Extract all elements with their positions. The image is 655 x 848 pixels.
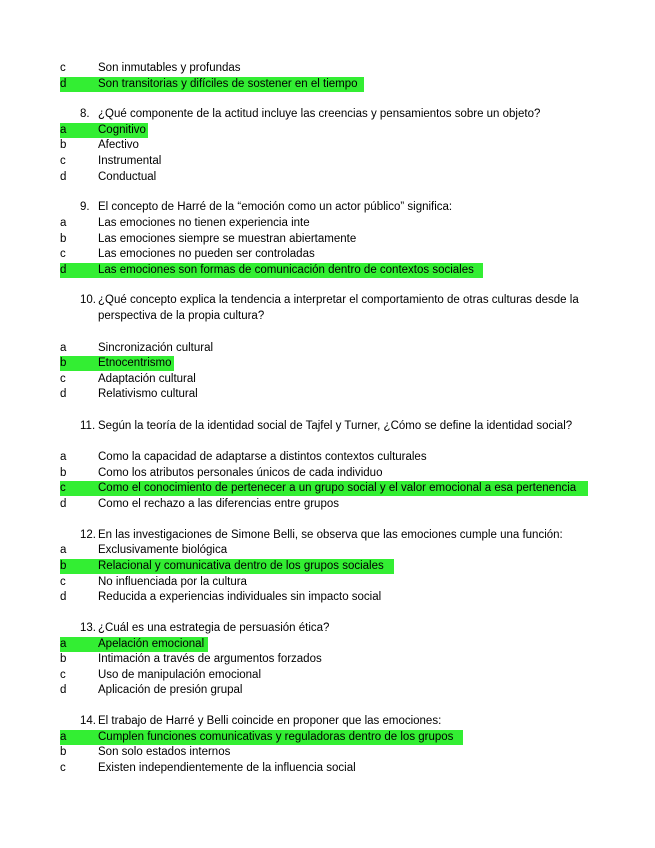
option-row bbox=[60, 466, 592, 481]
option-row bbox=[60, 341, 592, 356]
option-text: Etnocentrismo bbox=[98, 357, 172, 369]
option-row bbox=[60, 543, 592, 558]
option-letter: d bbox=[60, 171, 67, 183]
option-row bbox=[60, 668, 592, 683]
question-text: ¿Qué componente de la actitud incluye las creencias y pensamientos sobre un objeto? bbox=[98, 108, 541, 120]
option-text: Las emociones siempre se muestran abiertamente bbox=[98, 233, 357, 245]
option-text: No influenciada por la cultura bbox=[98, 576, 247, 588]
question-number: 8. bbox=[80, 108, 90, 120]
option-row bbox=[60, 761, 592, 776]
option-row-highlighted bbox=[60, 123, 148, 138]
option-row bbox=[60, 154, 592, 169]
option-row bbox=[60, 232, 592, 247]
option-text: Cumplen funciones comunicativas y reguladoras dentro de los grupos bbox=[98, 731, 454, 743]
option-row bbox=[60, 575, 592, 590]
question-11 bbox=[80, 419, 595, 435]
option-row bbox=[60, 497, 592, 512]
option-text: Son inmutables y profundas bbox=[98, 62, 241, 74]
option-row bbox=[60, 590, 592, 605]
option-text: Conductual bbox=[98, 171, 157, 183]
option-letter: b bbox=[60, 467, 67, 479]
question-14 bbox=[80, 714, 595, 730]
option-row-highlighted bbox=[60, 77, 364, 92]
option-row bbox=[60, 372, 592, 387]
option-text: Como los atributos personales únicos de cada individuo bbox=[98, 467, 383, 479]
option-row bbox=[60, 683, 592, 698]
option-text: Las emociones no pueden ser controladas bbox=[98, 248, 315, 260]
question-number: 13. bbox=[80, 622, 96, 634]
option-letter: a bbox=[60, 544, 67, 556]
option-letter: b bbox=[60, 233, 67, 245]
question-12 bbox=[80, 528, 595, 544]
option-text: Cognitivo bbox=[98, 124, 146, 136]
option-letter: b bbox=[60, 746, 67, 758]
option-letter: b bbox=[60, 139, 67, 151]
option-letter: b bbox=[60, 560, 67, 572]
option-text: Relativismo cultural bbox=[98, 388, 198, 400]
option-text: Apelación emocional bbox=[98, 638, 205, 650]
option-row bbox=[60, 745, 592, 760]
option-row bbox=[60, 450, 592, 465]
option-letter: d bbox=[60, 498, 67, 510]
question-9 bbox=[80, 200, 595, 216]
option-text: Uso de manipulación emocional bbox=[98, 669, 262, 681]
option-text: Son transitorias y difíciles de sostener en el tiempo bbox=[98, 78, 358, 90]
question-text: El trabajo de Harré y Belli coincide en proponer que las emociones: bbox=[98, 715, 442, 727]
option-letter: c bbox=[60, 669, 66, 681]
question-text: El concepto de Harré de la “emoción como un actor público” significa: bbox=[98, 201, 453, 213]
question-number: 12. bbox=[80, 529, 96, 541]
option-row bbox=[60, 387, 592, 402]
option-text: Exclusivamente biológica bbox=[98, 544, 228, 556]
option-row-highlighted bbox=[60, 263, 483, 278]
option-row-highlighted bbox=[60, 637, 208, 652]
option-letter: b bbox=[60, 653, 67, 665]
option-letter: d bbox=[60, 264, 67, 276]
option-text: Como el rechazo a las diferencias entre grupos bbox=[98, 498, 339, 510]
option-row bbox=[60, 61, 592, 76]
option-letter: c bbox=[60, 248, 66, 260]
question-number: 11. bbox=[80, 420, 96, 432]
option-text: Las emociones son formas de comunicación dentro de contextos sociales bbox=[98, 264, 474, 276]
option-text: Reducida a experiencias individuales sin impacto social bbox=[98, 591, 382, 603]
option-letter: c bbox=[60, 482, 66, 494]
option-text: Sincronización cultural bbox=[98, 342, 214, 354]
option-row bbox=[60, 170, 592, 185]
option-text: Existen independientemente de la influencia social bbox=[98, 762, 356, 774]
option-text: Instrumental bbox=[98, 155, 162, 167]
option-row bbox=[60, 138, 592, 153]
question-13 bbox=[80, 621, 595, 637]
option-letter: a bbox=[60, 451, 67, 463]
question-10 bbox=[80, 293, 595, 324]
option-letter: c bbox=[60, 762, 66, 774]
option-letter: d bbox=[60, 591, 67, 603]
option-text: Relacional y comunicativa dentro de los grupos sociales bbox=[98, 560, 384, 572]
option-text: Afectivo bbox=[98, 139, 139, 151]
option-row-highlighted bbox=[60, 356, 174, 371]
question-number: 10. bbox=[80, 294, 96, 306]
option-row bbox=[60, 652, 592, 667]
option-letter: c bbox=[60, 62, 66, 74]
option-letter: d bbox=[60, 684, 67, 696]
option-text: Adaptación cultural bbox=[98, 373, 196, 385]
option-letter: c bbox=[60, 373, 66, 385]
question-text: En las investigaciones de Simone Belli, se observa que las emociones cumple una función: bbox=[98, 529, 563, 541]
option-text: Son solo estados internos bbox=[98, 746, 231, 758]
option-text: Intimación a través de argumentos forzados bbox=[98, 653, 322, 665]
option-letter: c bbox=[60, 155, 66, 167]
option-row-highlighted bbox=[60, 481, 588, 496]
option-row-highlighted bbox=[60, 730, 463, 745]
option-letter: a bbox=[60, 217, 67, 229]
option-row bbox=[60, 247, 592, 262]
option-letter: a bbox=[60, 342, 67, 354]
option-letter: c bbox=[60, 576, 66, 588]
question-text: ¿Cuál es una estrategia de persuasión ética? bbox=[98, 622, 330, 634]
question-text: ¿Qué concepto explica la tendencia a interpretar el comportamiento de otras culturas desde la perspectiva de la propia cultura? bbox=[98, 294, 579, 322]
option-text: Las emociones no tienen experiencia inte bbox=[98, 217, 310, 229]
option-text: Como la capacidad de adaptarse a distintos contextos culturales bbox=[98, 451, 427, 463]
option-letter: a bbox=[60, 731, 67, 743]
question-text: Según la teoría de la identidad social de Tajfel y Turner, ¿Cómo se define la identidad social? bbox=[98, 420, 573, 432]
question-number: 9. bbox=[80, 201, 90, 213]
option-text: Como el conocimiento de pertenecer a un grupo social y el valor emocional a esa pertenencia bbox=[98, 482, 577, 494]
option-letter: a bbox=[60, 638, 67, 650]
option-text: Aplicación de presión grupal bbox=[98, 684, 243, 696]
option-row-highlighted bbox=[60, 559, 394, 574]
option-letter: d bbox=[60, 78, 67, 90]
option-row bbox=[60, 216, 592, 231]
option-letter: b bbox=[60, 357, 67, 369]
question-number: 14. bbox=[80, 715, 96, 727]
question-8 bbox=[80, 107, 595, 123]
option-letter: d bbox=[60, 388, 67, 400]
option-letter: a bbox=[60, 124, 67, 136]
